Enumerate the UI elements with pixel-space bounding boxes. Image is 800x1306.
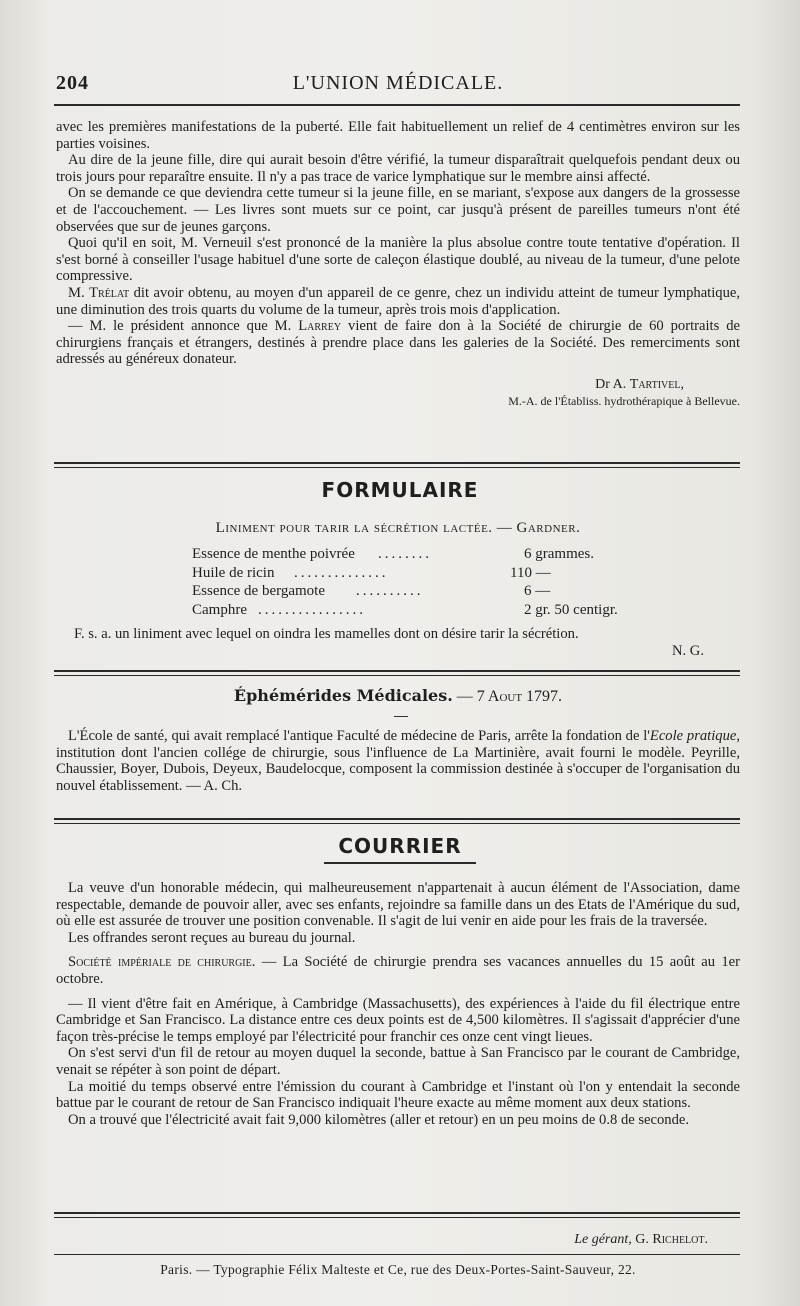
ingredient-row [192,564,652,583]
header-rule [54,104,740,106]
page-number: 204 [56,72,89,94]
section-rule [54,670,740,672]
leader-dots: .......... [356,583,424,599]
formulaire-title: FORMULAIRE [321,478,479,502]
section-rule [54,467,740,468]
footer-rule [54,1212,740,1214]
section-rule [54,818,740,820]
intro-paragraph-2: Au dire de la jeune fille, dire qui aurait besoin d'être vérifié, la tumeur disparaîtrait quelquefois pendant deux ou trois jours pour reparaître ensuite. Il n'y a pas trace de varice lymphatique sur le membre ainsi affecté. [56,152,740,185]
formula-ingredients [192,545,652,619]
ingredient-row [192,601,652,620]
ingredient-quantity: 110 — [510,564,551,581]
intro-paragraph-1: avec les premières manifestations de la puberté. Elle fait habituellement un relief de 4 centimètres environ sur les parties voisines. [56,119,740,152]
italic-term: Ecole pratique [649,728,737,744]
intro-section [56,119,740,410]
ingredient-row [192,545,652,564]
intro-paragraph-5: M. Trélat dit avoir obtenu, au moyen d'un appareil de ce genre, chez un individu atteint de tumeur lymphatique, une diminution des trois quarts du volume de la tumeur, après trois mois d'application. [56,284,740,318]
courrier-paragraph-7: On a trouvé que l'électricité avait fait 9,000 kilomètres (aller et retour) en un peu moins de 0.8 de seconde. [68,1111,690,1128]
author-signature: Dr A. Tartivel, M.-A. de l'Établiss. hydrothérapique à Bellevue. [56,376,740,410]
leader-dots: ........ [378,546,432,562]
leader-dots: ................ [258,601,366,618]
courrier-section [56,880,740,1128]
ingredient-quantity: 6 grammes. [524,546,594,562]
formula-instructions: F. s. a. un liniment avec lequel on oindra les mamelles dont on désire tarir la sécrétion. N. G. [74,626,740,659]
ingredient-row [192,582,652,601]
courrier-paragraph-4: — Il vient d'être fait en Amérique, à Cambridge (Massachusetts), des expériences à l'aide du fil électrique entre Cambridge et San Francisco. La distance entre ces deux points est de 4,500 kilomètres. Il s'agissait d'apprécier d'une façon très-précise le temps employé par l'électricité pour franchir ces onze cent vingt lieues. [56,995,740,1045]
section-rule [54,823,740,824]
journal-title: L'UNION MÉDICALE. [292,72,504,94]
ingredient-quantity: 6 — [524,583,551,599]
courrier-title: COURRIER [338,834,462,858]
ephemerides-text: L'École de santé, qui avait remplacé l'antique Faculté de médecine de Paris, arrête la fondation de l'Ecole pratique, institution dont l'ancien collége de chirurgie, sous l'influence de La Martinière, avait fourni le modèle. Peyrille, Chaussier, Boyer, Dubois, Deyeux, Baudelocque, composent la commission destinée à s'occuper de l'organisation du nouvel établissement. — A. Ch. [56,728,741,794]
ingredient-quantity: 2 gr. 50 centigr. [524,601,618,618]
footer-rule [54,1254,740,1255]
ingredient-name: Huile de ricin [192,564,275,581]
ephemerides-title: Éphémérides Médicales. — 7 Aout 1797. [233,686,563,705]
intro-paragraph-6: — M. le président annonce que M. Larrey vient de faire don à la Société de chirurgie de 60 portraits de chirurgiens français et étrangers, destinés à prendre place dans les galeries de la Société. Des remerciments sont adressés au généreux donateur. [56,318,740,368]
courrier-paragraph-5: On s'est servi d'un fil de retour au moyen duquel la seconde, battue à San Francisco par le courant de Cambridge, venait se répéter à son point de départ. [56,1045,740,1078]
title-dash [394,716,408,717]
formula-subtitle: Liniment pour tarir la sécrétion lactée. — Gardner. [215,520,581,536]
printer-imprint: Paris. — Typographie Félix Malteste et Ce, rue des Deux-Portes-Saint-Sauveur, 22. [160,1262,636,1277]
title-underline [324,862,476,864]
ingredient-name: Essence de bergamote [192,583,326,599]
author-affiliation: M.-A. de l'Établiss. hydrothérapique à Bellevue. [508,393,740,408]
intro-paragraph-4: Quoi qu'il en soit, M. Verneuil s'est prononcé de la manière la plus absolue contre toute tentative d'opération. Il s'est borné à conseiller l'usage habituel d'une sorte de caleçon élastique doublé, au niveau de la tumeur, d'une pelote compressive. [56,235,740,285]
intro-paragraph-3: On se demande ce que deviendra cette tumeur si la jeune fille, en se mariant, s'expose aux dangers de la grossesse et de l'accouchement. — Les livres sont muets sur ce point, car jusqu'à présent de pareilles tumeurs n'ont été observées que sur de jeunes garçons. [56,185,740,235]
page-header [56,72,740,102]
footer-rule [54,1217,740,1218]
courrier-paragraph-6: La moitié du temps observé entre l'émission du courant à Cambridge et l'instant où l'on y entendait la seconde battue par le courant de retour de San Francisco indiquait l'heure exacte au même moment aux deux stations. [56,1078,740,1112]
gerant-signature: Le gérant, G. Richelot. [574,1232,708,1247]
section-rule [54,675,740,676]
person-name: Larrey [298,318,342,335]
courrier-paragraph-3: Société impériale de chirurgie. — La Société de chirurgie prendra ses vacances annuelles du 15 août au 1er octobre. [56,954,740,987]
ingredient-name: Essence de menthe poivrée [192,546,355,562]
person-name: Trélat [89,284,130,301]
formula-initials: N. G. [671,642,704,659]
courrier-paragraph-2: Les offrandes seront reçues au bureau du journal. [68,929,356,946]
leader-dots: .............. [294,564,389,581]
section-rule [54,462,740,464]
ingredient-name: Camphre [192,601,247,618]
courrier-paragraph-1: La veuve d'un honorable médecin, qui malheureusement n'appartenait à aucun élément de l'Association, dame respectable, demande de pouvoir aller, avec ses enfants, rejoindre sa famille dans un des Etats de l'Amérique du sud, où elle est assurée de trouver une position convenable. Il s'agit de lui venir en aide pour les frais de la traversée. [56,880,740,930]
